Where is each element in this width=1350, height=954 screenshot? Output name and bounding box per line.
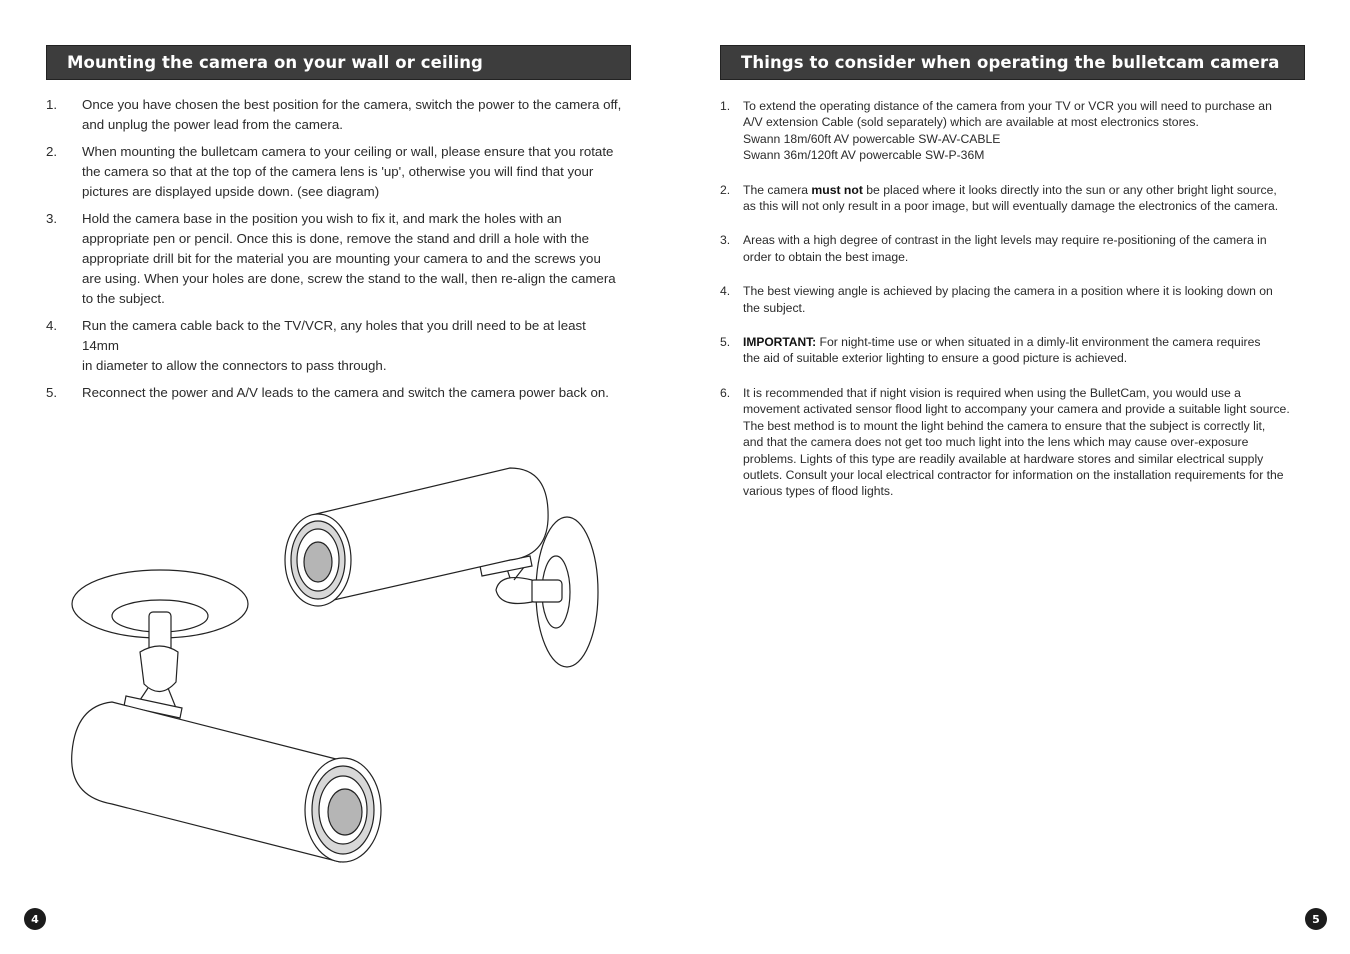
tip-text xyxy=(743,182,1310,215)
mounting-title: Mounting the camera on your wall or ceiling xyxy=(67,53,483,72)
step-number: 1. xyxy=(46,97,58,112)
step-text: When mounting the bulletcam camera to your ceiling or wall, please ensure that you rotate the camera so that at the top of the camera lens is 'up', otherwise you will find that your pictures are displayed upside down. (see diagram) xyxy=(82,144,614,199)
considerations-list xyxy=(720,98,1310,500)
tip-text: Areas with a high degree of contrast in the light levels may require re-positioning of the camera in order to obtain the best image. xyxy=(743,233,1267,264)
tip-text-after: be placed where it looks directly into the sun or any other bright light source, as this will not only result in a poor image, but will eventually damage the electronics of the camera. xyxy=(743,182,1279,214)
list-item xyxy=(720,182,1310,215)
considerations-header xyxy=(720,45,1305,80)
tip-text xyxy=(743,334,1310,367)
tip-text: It is recommended that if night vision is required when using the BulletCam, you would use a movement activated sensor flood light to accompany your camera and provide a suitable light source. The best method is to mount the light behind the camera to ensure that the subject is correctly lit, and that the camera does not get too much light into the lens which may cause over-exposure problems. Lights of this type are readily available at hardware stores and similar electrical supply outlets. Consult your local electrical contractor for information on the installation requirements for the various types of flood lights. xyxy=(743,385,1290,499)
step-text: Once you have chosen the best position for the camera, switch the power to the camera off, and unplug the power lead from the camera. xyxy=(82,97,622,132)
list-item xyxy=(720,334,1310,367)
step-text: Run the camera cable back to the TV/VCR, any holes that you drill need to be at least 14mm in diameter to allow the connectors to pass through. xyxy=(82,318,586,373)
list-item xyxy=(720,283,1310,316)
step-number: 3. xyxy=(46,211,58,226)
tip-number: 1. xyxy=(720,99,731,113)
page-number-badge: 4 xyxy=(24,908,46,930)
list-item xyxy=(720,98,1310,164)
tip-number: 4. xyxy=(720,284,731,299)
important-label: IMPORTANT: xyxy=(743,335,817,350)
step-number: 4. xyxy=(46,318,58,333)
tip-text-after: For night-time use or when situated in a dimly-lit environment the camera requires the aid of suitable exterior lighting to ensure a good picture is achieved. xyxy=(743,335,1261,366)
tip-emphasis: must not xyxy=(811,182,863,197)
tip-text: The best viewing angle is achieved by placing the camera in a position where it is looking down on the subject. xyxy=(743,284,1273,315)
step-text: Hold the camera base in the position you wish to fix it, and mark the holes with an appropriate pen or pencil. Once this is done, remove the stand and drill a hole with the appropriate drill bit for the material you are mounting your camera to and the screws you are using. When your holes are done, screw the stand to the wall, then re-align the camera to the subject. xyxy=(82,211,616,306)
list-item xyxy=(720,385,1310,500)
step-number: 5. xyxy=(46,385,58,400)
tip-number: 2. xyxy=(720,182,731,197)
step-number: 2. xyxy=(46,144,58,159)
page-number-badge: 5 xyxy=(1305,908,1327,930)
tip-number: 3. xyxy=(720,233,731,248)
tip-number: 6. xyxy=(720,385,731,400)
step-text: Reconnect the power and A/V leads to the camera and switch the camera power back on. xyxy=(82,385,610,400)
considerations-title: Things to consider when operating the bulletcam camera xyxy=(741,53,1280,72)
tip-number: 5. xyxy=(720,335,731,350)
tip-text-before: The camera xyxy=(743,182,812,197)
list-item xyxy=(720,232,1310,265)
tip-text: To extend the operating distance of the camera from your TV or VCR you will need to purchase an A/V extension Cable (sold separately) which are available at most electronics stores. Swann 18m/60ft AV powercable SW-AV-CABLE Swann 36m/120ft AV powercable SW-P-36M xyxy=(743,99,1272,163)
